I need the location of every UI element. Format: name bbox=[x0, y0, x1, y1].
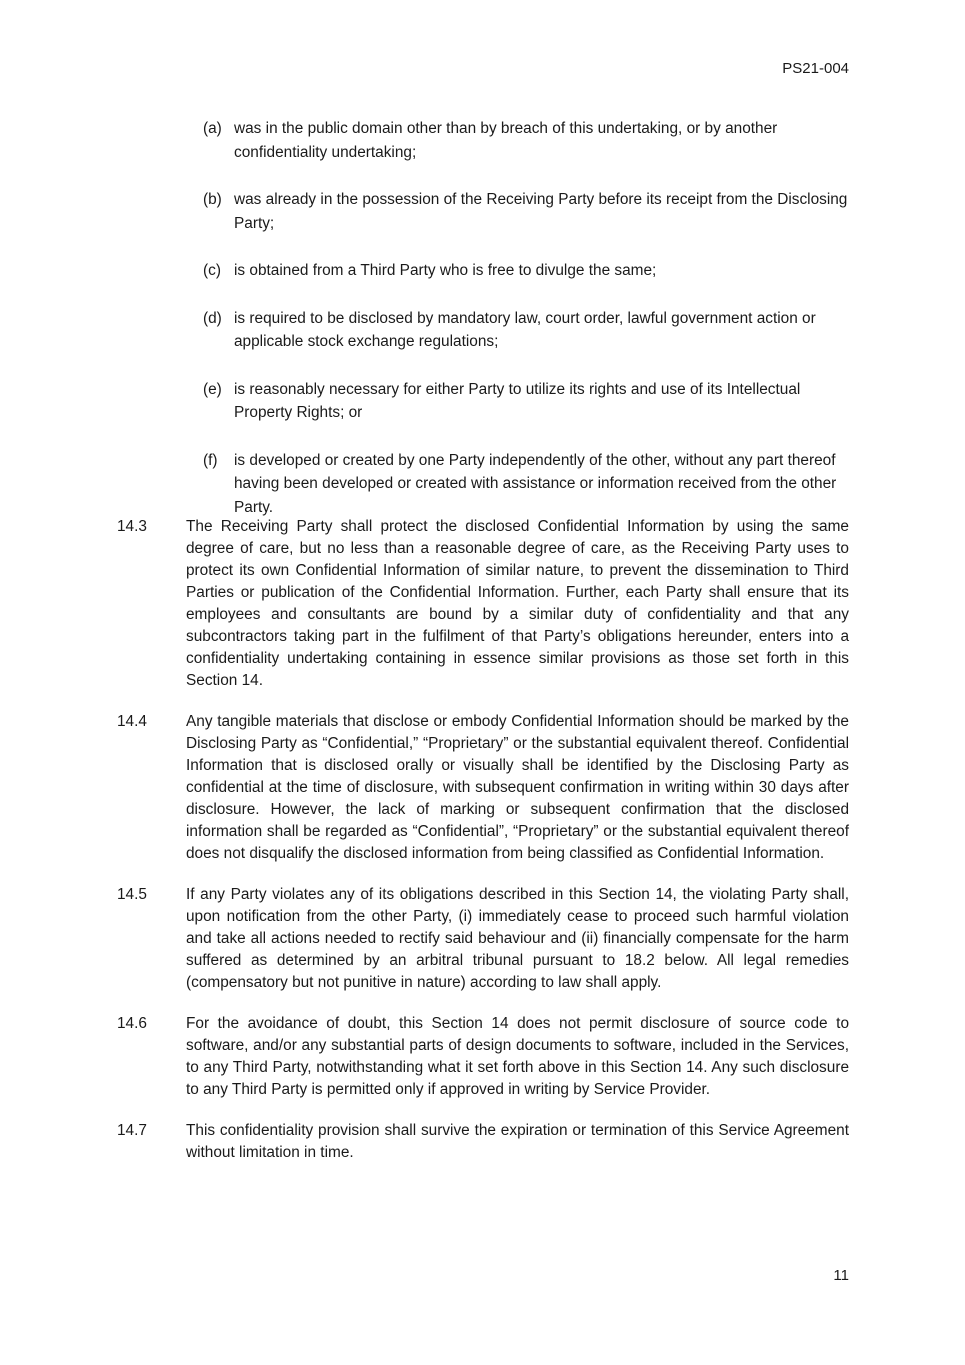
list-item-label: (d) bbox=[203, 309, 222, 327]
list-item bbox=[203, 117, 850, 164]
list-item-label: (b) bbox=[203, 191, 222, 208]
list-item-label: (e) bbox=[203, 380, 222, 398]
section-number: 14.7 bbox=[117, 1122, 147, 1139]
section-text: The Receiving Party shall protect the disclosed Confidential Information by using the same degree of care, but no less than a reasonable degree of care, as the Receiving Party uses to protect its own Confidential Information of similar nature, to prevent the dissemination to Third Parties or publication of the Confidential Information. Further, each Party shall ensure that its employees and consultants are bound by a similar duty of confidentiality and that any subcontractors taking part in the fulfilment of that Party’s obligations hereunder, enters into a confidentiality undertaking containing in essence similar provisions as those set forth in this Section 14. bbox=[186, 518, 849, 689]
section-number: 14.4 bbox=[117, 713, 147, 730]
section-14-5 bbox=[117, 884, 849, 994]
list-item-text: is required to be disclosed by mandatory law, court order, lawful government action or applicable stock exchange regulations; bbox=[234, 309, 816, 350]
section-text: This confidentiality provision shall survive the expiration or termination of this Service Agreement without limitation in time. bbox=[186, 1122, 849, 1161]
list-item-text: is reasonably necessary for either Party to utilize its rights and use of its Intellectual Property Rights; or bbox=[234, 380, 801, 421]
list-item-text: was in the public domain other than by breach of this undertaking, or by another confidentiality undertaking; bbox=[234, 120, 778, 161]
list-item-text: is developed or created by one Party independently of the other, without any part thereof having been developed or created with assistance or information received from the other Party. bbox=[234, 451, 837, 516]
section-number: 14.3 bbox=[117, 518, 147, 535]
list-item bbox=[203, 307, 850, 354]
section-14-3 bbox=[117, 516, 849, 692]
section-14-6 bbox=[117, 1013, 849, 1101]
section-number: 14.6 bbox=[117, 1015, 147, 1032]
list-item bbox=[203, 378, 850, 425]
sub-item-list bbox=[203, 117, 850, 519]
list-item-label: (a) bbox=[203, 120, 222, 137]
section-14-4 bbox=[117, 711, 849, 865]
section-text: Any tangible materials that disclose or embody Confidential Information should be marked by the Disclosing Party as “Confidential,” “Proprietary” or the substantial equivalent thereof. Confidential Information that is disclosed orally or visually shall be identified by the Disclosing Party as confidential at the time of disclosure, with subsequent confirmation in writing within 30 days after disclosure. However, the lack of marking or subsequent confirmation that the disclosed information shall be regarded as “Confidential”, “Proprietary” or the substantial equivalent thereof does not disqualify the disclosed information from being classified as Confidential Information. bbox=[186, 713, 849, 862]
document-reference: PS21-004 bbox=[782, 60, 849, 77]
section-14-7 bbox=[117, 1120, 849, 1164]
list-item-label: (c) bbox=[203, 262, 221, 279]
list-item bbox=[203, 188, 850, 235]
page-number: 11 bbox=[833, 1267, 849, 1284]
list-item bbox=[203, 449, 850, 520]
section-list bbox=[117, 516, 849, 1183]
list-item-label: (f) bbox=[203, 451, 218, 469]
section-number: 14.5 bbox=[117, 886, 147, 903]
list-item-text: is obtained from a Third Party who is free to divulge the same; bbox=[234, 262, 657, 279]
list-item-text: was already in the possession of the Receiving Party before its receipt from the Disclosing Party; bbox=[234, 191, 848, 232]
list-item bbox=[203, 259, 850, 283]
section-text: If any Party violates any of its obligations described in this Section 14, the violating Party shall, upon notification from the other Party, (i) immediately cease to proceed such harmful violation and take all actions needed to rectify said behaviour and (ii) financially compensate for the harm suffered as determined by an arbitral tribunal pursuant to 18.2 below. All legal remedies (compensatory but not punitive in nature) according to law shall apply. bbox=[186, 886, 849, 991]
section-text: For the avoidance of doubt, this Section 14 does not permit disclosure of source code to software, and/or any substantial parts of design documents to software, included in the Services, to any Third Party, notwithstanding what it set forth above in this Section 14. Any such disclosure to any Third Party is permitted only if approved in writing by Service Provider. bbox=[186, 1015, 849, 1098]
